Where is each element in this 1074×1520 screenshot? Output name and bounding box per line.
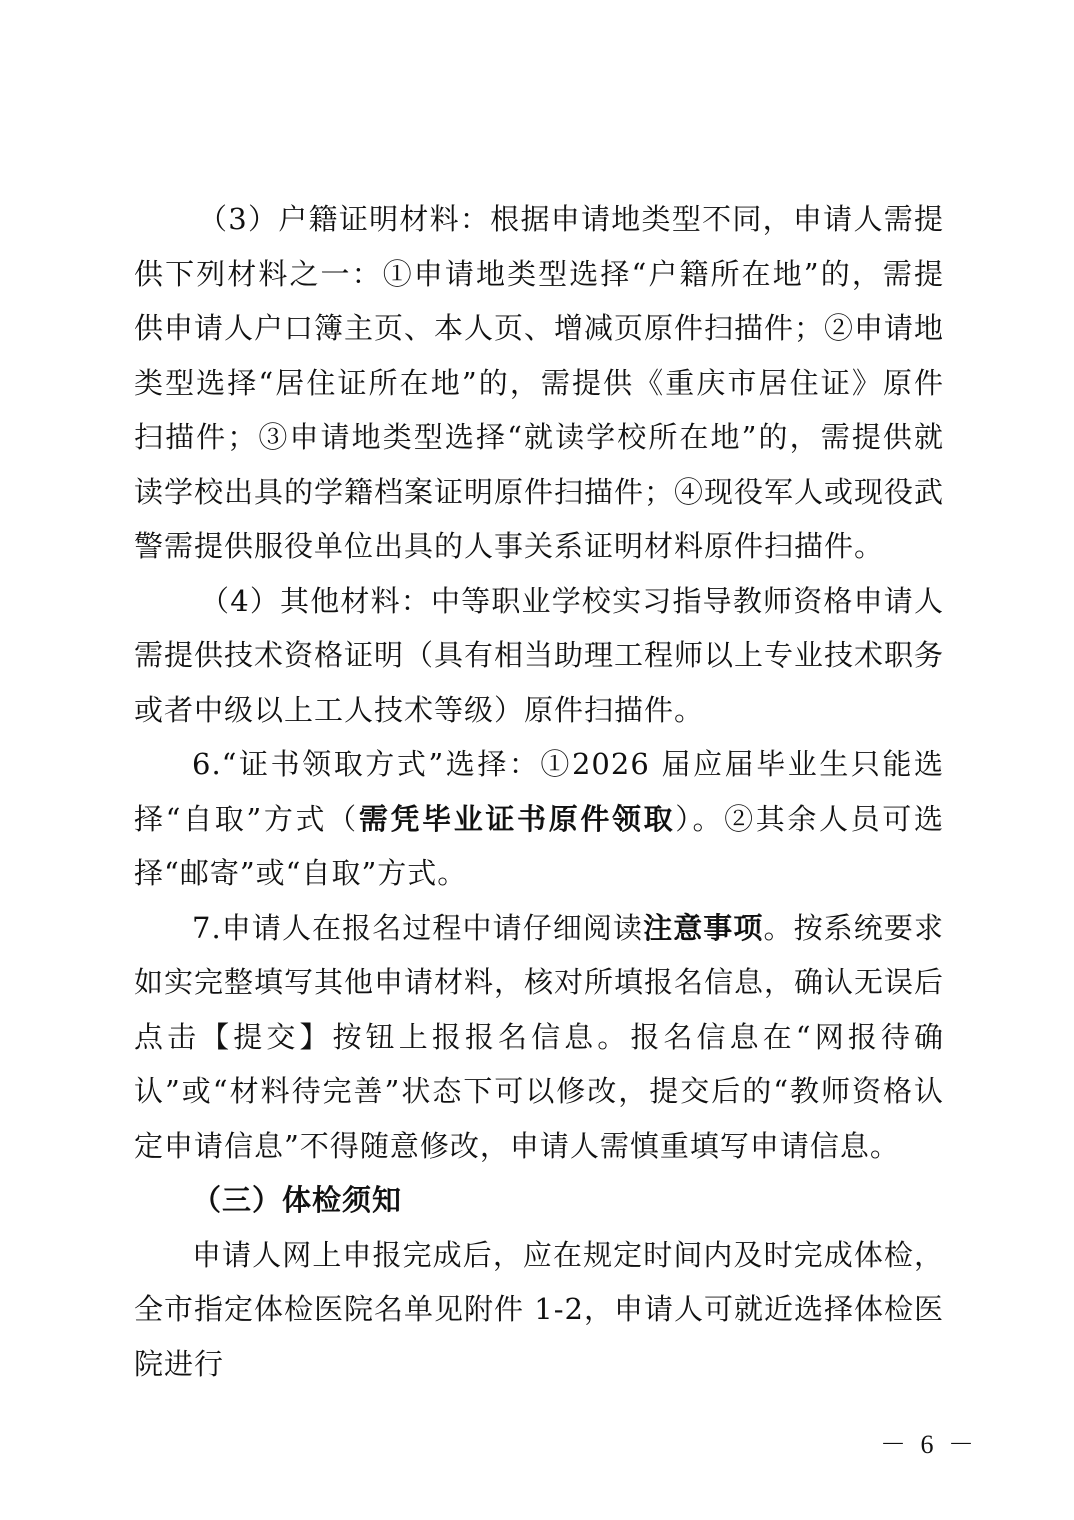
- application-notes-text-a: 7.申请人在报名过程中请仔细阅读: [192, 910, 644, 945]
- paragraph-application-notes: [134, 901, 944, 1174]
- paragraph-certificate-collection: [134, 737, 944, 901]
- document-body: [134, 192, 944, 1391]
- section-heading-medical-exam: （三）体检须知: [192, 1183, 403, 1217]
- application-notes-bold: 注意事项: [643, 910, 764, 945]
- certificate-collection-text-a: 6.“证书领取方式”选择：①2026 届应届毕业生只能选择“自取”方式（: [134, 747, 944, 836]
- certificate-collection-text-b: ）。②其余人员可选择“邮寄”或“自取”方式。: [134, 801, 944, 890]
- paragraph-other-materials: （4）其他材料：中等职业学校实习指导教师资格申请人需提供技术资格证明（具有相当助理工程师以上专业技术职务或者中级以上工人技术等级）原件扫描件。: [134, 583, 945, 727]
- certificate-collection-bold: 需凭毕业证书原件领取: [358, 801, 676, 836]
- page-number: － 6 －: [880, 1430, 979, 1459]
- application-notes-text-b: 。按系统要求如实完整填写其他申请材料，核对所填报名信息，确认无误后点击【提交】按钮上报报名信息。报名信息在“网报待确认”或“材料待完善”状态下可以修改，提交后的“教师资格认定申请信息”不得随意修改，申请人需慎重填写申请信息。: [134, 910, 945, 1163]
- paragraph-medical-exam: 申请人网上申报完成后，应在规定时间内及时完成体检，全市指定体检医院名单见附件 1-2，申请人可就近选择体检医院进行: [134, 1237, 944, 1381]
- paragraph-household-registration: （3）户籍证明材料：根据申请地类型不同，申请人需提供下列材料之一：①申请地类型选择“户籍所在地”的，需提供申请人户口簿主页、本人页、增减页原件扫描件；②申请地类型选择“居住证所在地”的，需提供《重庆市居住证》原件扫描件；③申请地类型选择“就读学校所在地”的，需提供就读学校出具的学籍档案证明原件扫描件；④现役军人或现役武警需提供服役单位出具的人事关系证明材料原件扫描件。: [134, 202, 945, 563]
